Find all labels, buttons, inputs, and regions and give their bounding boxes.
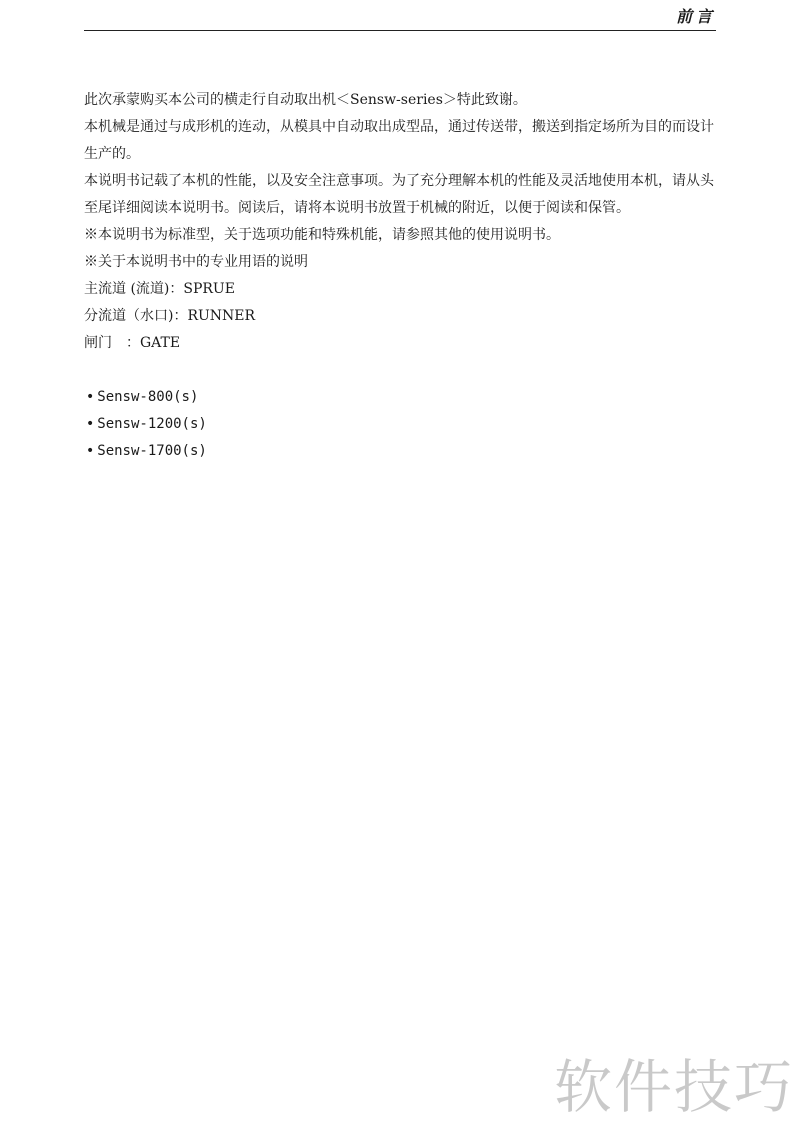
- list-item: [84, 438, 718, 465]
- bullet-icon: •: [86, 443, 95, 459]
- list-item: [84, 411, 718, 438]
- note-standard-type: ※本说明书为标准型，关于选项功能和特殊机能，请参照其他的使用说明书。: [84, 227, 560, 243]
- page-header-title: 前言: [675, 7, 716, 26]
- list-item: [84, 384, 718, 411]
- term-runner: 分流道（水口)：RUNNER: [84, 308, 256, 324]
- bullet-icon: •: [86, 389, 95, 405]
- watermark: 软件技巧: [553, 1053, 794, 1121]
- model-list: [84, 384, 718, 465]
- paragraph-manual-contents: 本说明书记载了本机的性能，以及安全注意事项。为了充分理解本机的性能及灵活地使用本机，请从头至尾详细阅读本说明书。阅读后，请将本说明书放置于机械的附近，以便于阅读和保管。: [84, 173, 714, 216]
- paragraph-purpose: 本机械是通过与成形机的连动，从模具中自动取出成型品，通过传送带，搬送到指定场所为目的而设计生产的。: [84, 119, 714, 162]
- document-body: [84, 87, 718, 465]
- model-name: Sensw-1200(s): [97, 416, 207, 432]
- term-gate: 闸门 ：GATE: [84, 335, 181, 351]
- bullet-icon: •: [86, 416, 95, 432]
- header-divider: [84, 30, 716, 31]
- note-terminology: ※关于本说明书中的专业用语的说明: [84, 254, 308, 270]
- model-name: Sensw-1700(s): [97, 443, 207, 459]
- term-sprue: 主流道 (流道)：SPRUE: [84, 281, 235, 297]
- spacer: [84, 357, 718, 384]
- model-name: Sensw-800(s): [97, 389, 199, 405]
- paragraph-thanks: 此次承蒙购买本公司的横走行自动取出机＜Sensw-series＞特此致谢。: [84, 92, 527, 108]
